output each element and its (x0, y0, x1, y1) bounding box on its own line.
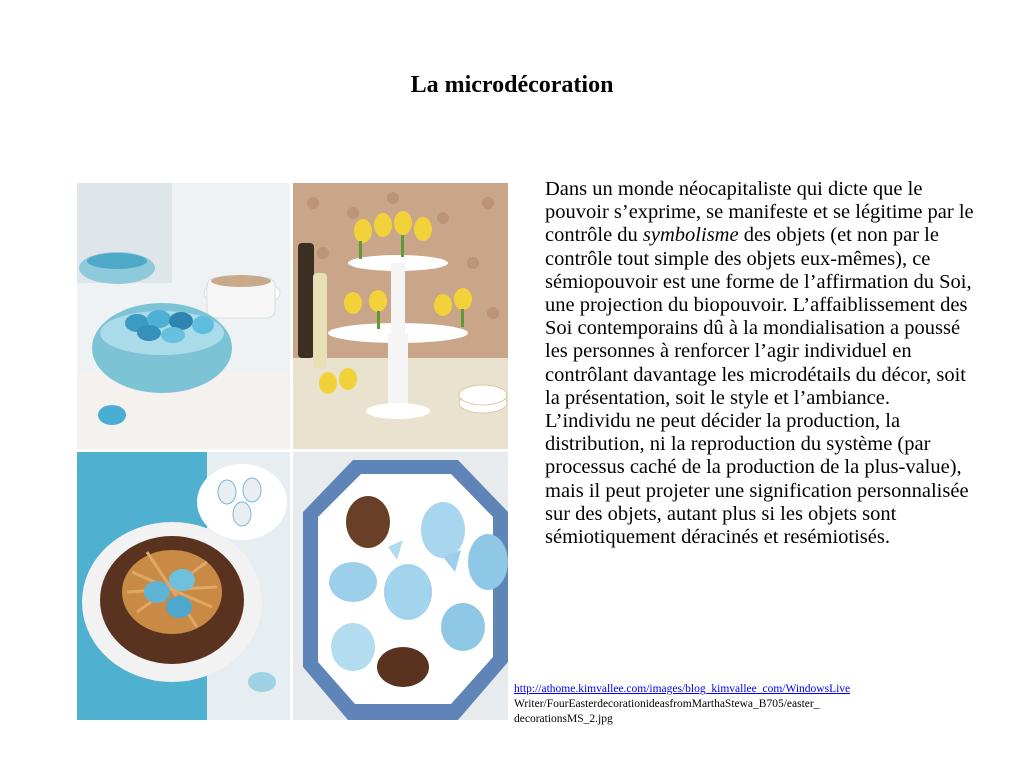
easter-decoration-collage (77, 183, 508, 721)
tulip-stand-photo (293, 183, 508, 449)
body-text-end: des objets (et non par le contrôle tout simple des objets eux-mêmes), ce sémiopouvoir est une forme de l’affirmation du Soi, une projection du biopouvoir. L’affaiblissement des Soi contemporains dû à la mondialisation a poussé les personnes à renforcer l’agir individuel en contrôlant davantage les microdétails du décor, soit la présentation, soit le style et l’ambiance. L’individu ne peut décider la production, la distribution, ni la reproduction du système (par processus caché de la production de la plus-value), mais il peut projeter une signification personnalisée sur des objets, autant plus si les objets sont sémiotiquement déracinés et resémiotisés. (545, 224, 972, 549)
chocolate-cake-nest-photo (77, 452, 290, 720)
image-source-citation (514, 682, 914, 727)
blue-egg-nest-photo (77, 183, 290, 449)
source-line-3: decorationsMS_2.jpg (514, 713, 613, 725)
source-line-2: Writer/FourEasterdecorationideasfromMarthaStewa_B705/easter_ (514, 698, 820, 710)
body-text-start: Dans un monde néocapitaliste qui dicte que le pouvoir s’exprime, se manifeste et se légitime par le contrôle du (545, 178, 974, 247)
body-text-emphasis: symbolisme (642, 224, 739, 247)
body-paragraph (545, 178, 975, 549)
egg-plate-photo (293, 452, 508, 720)
source-link[interactable]: http://athome.kimvallee.com/images/blog_kimvallee_com/WindowsLive (514, 683, 851, 695)
slide-title: La microdécoration (410, 72, 614, 98)
